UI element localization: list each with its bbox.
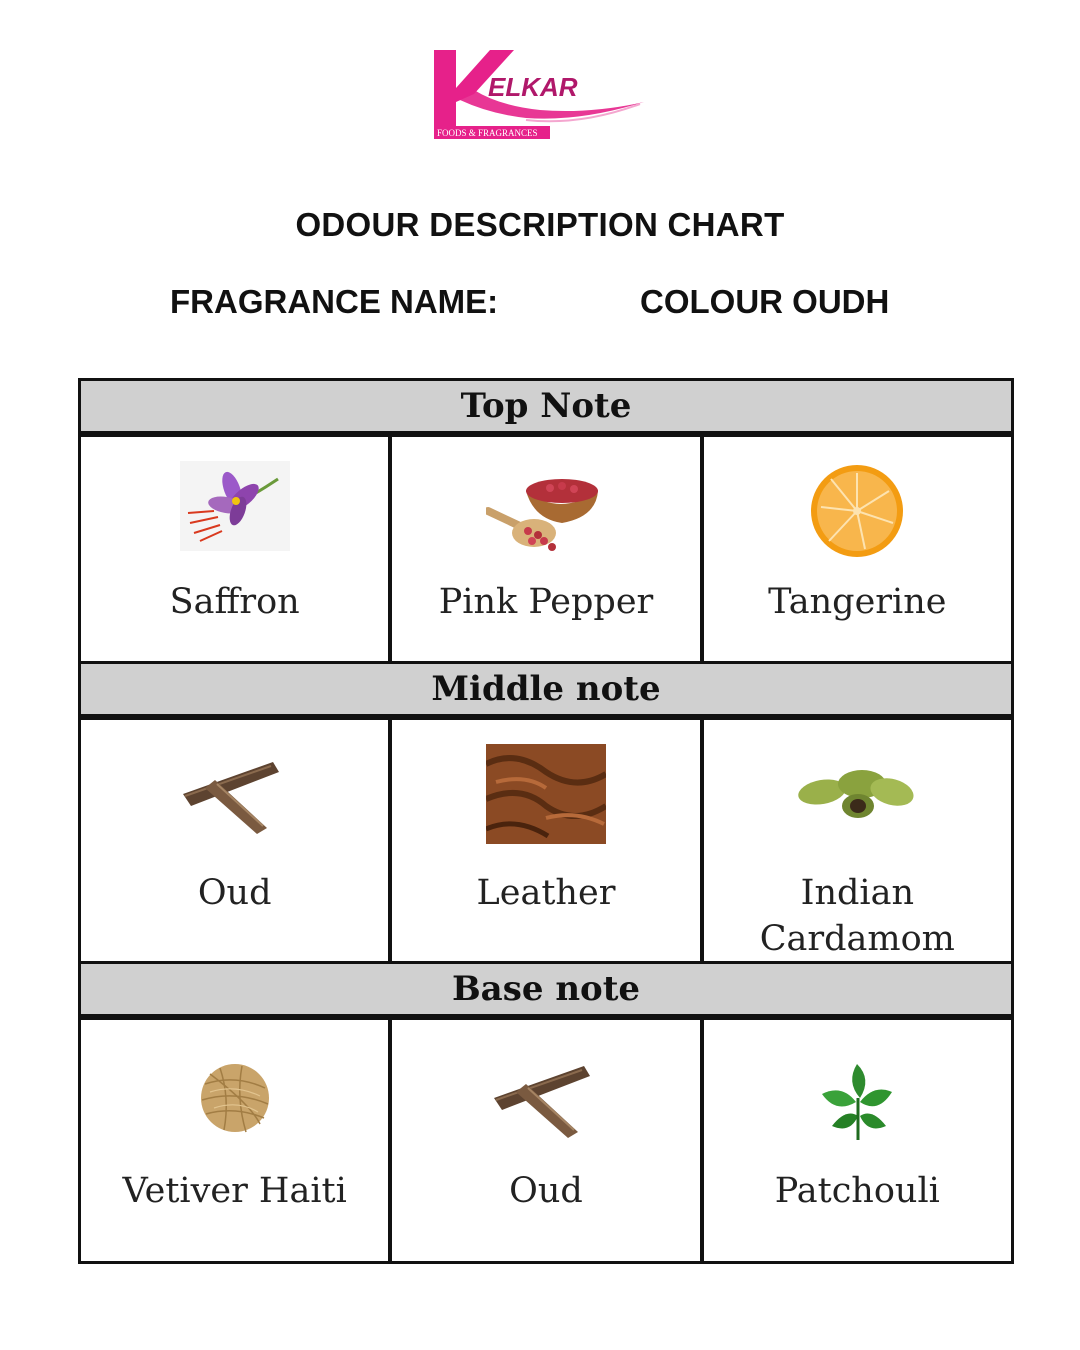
section-row-base-note	[78, 1017, 1014, 1264]
fragrance-name-label: FRAGRANCE NAME:	[170, 283, 499, 320]
section-row-middle-note	[78, 717, 1014, 964]
oud-wood-icon	[486, 1054, 606, 1144]
saffron-flower-icon	[180, 461, 290, 551]
note-cell-vetiver-haiti	[81, 1020, 388, 1261]
vetiver-roots-icon	[180, 1044, 290, 1144]
section-header-middle-note: Middle note	[78, 664, 1014, 717]
note-label: Oud	[197, 873, 272, 913]
svg-text:ELKAR: ELKAR	[488, 72, 578, 102]
note-label: Leather	[476, 873, 616, 913]
note-cell-oud-base	[388, 1020, 699, 1261]
oud-wood-icon	[175, 750, 295, 840]
svg-text:FOODS & FRAGRANCES: FOODS & FRAGRANCES	[437, 128, 538, 138]
odour-chart	[78, 378, 1014, 1264]
kelkar-logo	[430, 44, 650, 144]
note-label: Tangerine	[768, 582, 947, 622]
note-cell-patchouli	[700, 1020, 1011, 1261]
note-label-line2: Cardamom	[759, 919, 955, 959]
note-cell-oud	[81, 720, 388, 961]
patchouli-leaves-icon	[802, 1054, 912, 1144]
note-label: Vetiver Haiti	[122, 1171, 347, 1211]
leather-swatch-icon	[486, 744, 606, 844]
note-cell-indian-cardamom	[700, 720, 1011, 961]
tangerine-half-icon	[807, 461, 907, 561]
note-cell-leather	[388, 720, 699, 961]
pink-pepper-bowl-icon	[486, 461, 606, 561]
note-label-line1: Indian	[800, 873, 914, 913]
cardamom-pods-icon	[792, 760, 922, 830]
kelkar-logo-icon	[430, 44, 650, 144]
fragrance-name-value: COLOUR OUDH	[640, 283, 890, 320]
section-header-base-note: Base note	[78, 964, 1014, 1017]
note-cell-tangerine	[700, 437, 1011, 661]
note-label: Saffron	[169, 582, 300, 622]
note-label: Oud	[509, 1171, 583, 1211]
note-cell-pink-pepper	[388, 437, 699, 661]
page-title: ODOUR DESCRIPTION CHART	[295, 206, 785, 243]
section-header-top-note: Top Note	[78, 378, 1014, 434]
note-label: Patchouli	[774, 1171, 940, 1211]
note-cell-saffron	[81, 437, 388, 661]
section-row-top-note	[78, 434, 1014, 664]
note-label: Pink Pepper	[438, 582, 654, 622]
